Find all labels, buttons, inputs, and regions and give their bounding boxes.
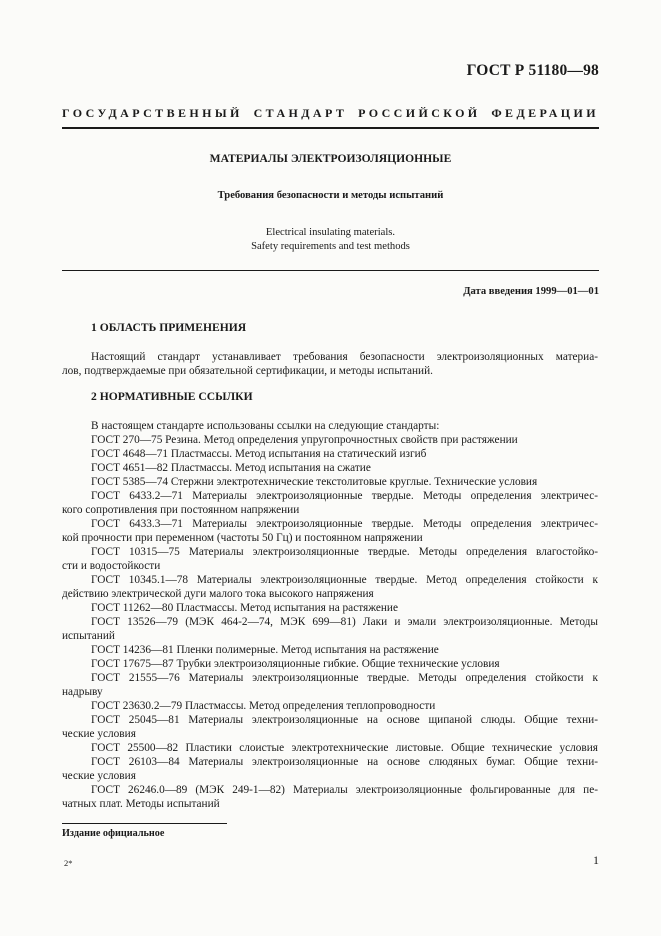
reference-line: ГОСТ 270—75 Резина. Метод определения упругопрочностных свойств при растяжении bbox=[91, 434, 518, 446]
edition-label: Издание официальное bbox=[62, 828, 165, 839]
reference-line: ГОСТ 6433.2—71 Материалы электроизоляционные твердые. Методы определения электричес- bbox=[91, 490, 598, 502]
reference-line: ГОСТ 23630.2—79 Пластмассы. Метод определения теплопроводности bbox=[91, 700, 436, 712]
reference-line: ГОСТ 21555—76 Материалы электроизоляционные твердые. Методы определения стойкости к bbox=[91, 672, 598, 684]
document-title: МАТЕРИАЛЫ ЭЛЕКТРОИЗОЛЯЦИОННЫЕ bbox=[209, 152, 452, 165]
reference-line: ГОСТ 10315—75 Материалы электроизоляционные твердые. Методы определения влагостойко- bbox=[91, 546, 598, 558]
document-subtitle: Требования безопасности и методы испытаний bbox=[217, 190, 444, 201]
reference-line: надрыву bbox=[62, 686, 103, 698]
reference-line: испытаний bbox=[62, 630, 115, 642]
reference-line: сти и водостойкости bbox=[62, 560, 161, 572]
reference-line: ческие условия bbox=[62, 728, 136, 740]
page-number: 1 bbox=[593, 853, 599, 867]
reference-line: ГОСТ 14236—81 Пленки полимерные. Метод испытания на растяжение bbox=[91, 644, 439, 656]
section-2-heading: 2 НОРМАТИВНЫЕ ССЫЛКИ bbox=[91, 390, 253, 403]
reference-line: ГОСТ 26103—84 Материалы электроизоляционные на основе слюдяных бумаг. Общие техни- bbox=[91, 756, 598, 768]
reference-line: ГОСТ 6433.3—71 Материалы электроизоляционные твердые. Методы определения электричес- bbox=[91, 518, 598, 530]
english-title-line: Electrical insulating materials. bbox=[265, 227, 396, 238]
reference-line: действию электрической дуги малого тока высокого напряжения bbox=[62, 588, 374, 600]
normative-references-list bbox=[62, 419, 598, 811]
reference-line: ческие условия bbox=[62, 770, 136, 782]
agency-word: РОССИЙСКОЙ bbox=[358, 106, 481, 120]
section-1-heading: 1 ОБЛАСТЬ ПРИМЕНЕНИЯ bbox=[91, 321, 247, 334]
section-1-paragraph bbox=[62, 350, 598, 378]
agency-word: ФЕДЕРАЦИИ bbox=[491, 106, 599, 120]
reference-line: ГОСТ 11262—80 Пластмассы. Метод испытания на растяжение bbox=[91, 602, 398, 614]
text-line: В настоящем стандарте использованы ссылки на следующие стандарты: bbox=[91, 420, 440, 432]
reference-line: ГОСТ 25045—81 Материалы электроизоляционные на основе щипаной слюды. Общие техни- bbox=[91, 714, 598, 726]
document-number: ГОСТ Р 51180—98 bbox=[466, 62, 599, 79]
reference-line: ГОСТ 4648—71 Пластмассы. Метод испытания на статический изгиб bbox=[91, 448, 427, 460]
reference-line: кой прочности при переменном (частоты 50 Гц) и постоянном напряжении bbox=[62, 532, 423, 544]
reference-line: ГОСТ 5385—74 Стержни электротехнические текстолитовые круглые. Технические условия bbox=[91, 476, 538, 488]
reference-line: ГОСТ 26246.0—89 (МЭК 249-1—82) Материалы электроизоляционные фольгированные для пе- bbox=[91, 784, 598, 796]
agency-word: СТАНДАРТ bbox=[253, 106, 348, 120]
reference-line: ГОСТ 13526—79 (МЭК 464-2—74, МЭК 699—81) Лаки и эмали электроизоляционные. Методы bbox=[91, 616, 598, 628]
agency-line bbox=[62, 106, 599, 120]
sheet-mark: 2* bbox=[64, 858, 73, 868]
introduction-date: Дата введения 1999—01—01 bbox=[463, 286, 599, 297]
english-title-line: Safety requirements and test methods bbox=[251, 240, 410, 252]
text-line: Настоящий стандарт устанавливает требования безопасности электроизоляционных материа- bbox=[91, 351, 598, 363]
english-title bbox=[0, 226, 661, 253]
reference-line: ГОСТ 25500—82 Пластики слоистые электротехнические листовые. Общие технические условия bbox=[91, 742, 598, 754]
reference-line: ГОСТ 10345.1—78 Материалы электроизоляционные твердые. Метод определения стойкости к bbox=[91, 574, 598, 586]
header-rule bbox=[62, 127, 599, 129]
text-line: лов, подтверждаемые при обязательной сертификации, и методы испытаний. bbox=[62, 365, 433, 377]
reference-line: кого сопротивления при постоянном напряжении bbox=[62, 504, 300, 516]
reference-line: чатных плат. Методы испытаний bbox=[62, 798, 220, 810]
reference-line: ГОСТ 4651—82 Пластмассы. Метод испытания на сжатие bbox=[91, 462, 371, 474]
footer-rule bbox=[62, 823, 227, 824]
agency-word: ГОСУДАРСТВЕННЫЙ bbox=[62, 106, 243, 120]
title-rule bbox=[62, 270, 599, 271]
reference-line: ГОСТ 17675—87 Трубки электроизоляционные гибкие. Общие технические условия bbox=[91, 658, 500, 670]
